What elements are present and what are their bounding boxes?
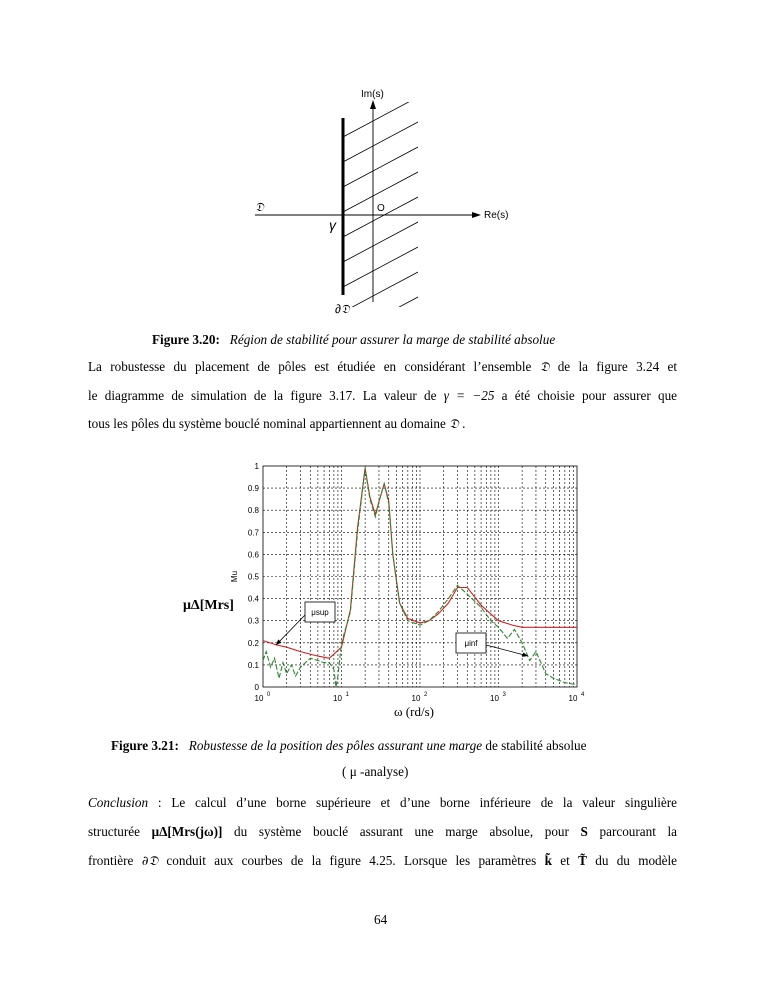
boundary-label: ∂𝔇 — [335, 302, 350, 316]
y-tick-label: 1 — [254, 462, 259, 471]
k-tilde-symbol: k̃ — [544, 853, 552, 868]
mu-delta-mrs-label: μΔ[Mrs] — [183, 598, 234, 613]
y-tick-label: 0.8 — [247, 506, 259, 516]
caption-number: Figure 3.21: — [111, 738, 179, 753]
caption-text: Région de stabilité pour assurer la marge de stabilité absolue — [229, 332, 556, 347]
caption-text-2: de stabilité absolue — [485, 738, 587, 753]
caption-number: Figure 3.20: — [152, 332, 220, 347]
y-tick-label: 0.2 — [247, 638, 259, 648]
re-axis-label: Re(s) — [484, 210, 509, 221]
y-tick-label: 0 — [254, 683, 259, 692]
x-tick-label: 10 — [333, 694, 342, 703]
region-d-label: 𝔇 — [255, 200, 264, 214]
figure-3-21-caption-line2: ( μ -analyse) — [342, 764, 409, 779]
mu-inf-annotation-label: μinf — [464, 639, 478, 648]
paragraph-1: La robustesse du placement de pôles est étudiée en considérant l’ensemble 𝔇 de la figure 3.24 et le diagramme de simulation de la figure 3.17. La valeur de γ = −25 a été choisie pour assurer que tous les pôles du système bouclé nominal appartiennent au domaine 𝔇 . — [88, 359, 678, 432]
x-tick-exponent: 1 — [345, 692, 349, 698]
y-tick-label: 0.4 — [247, 594, 259, 604]
chart-x-axis-label: ω (rd/s) — [394, 704, 434, 719]
x-tick-label: 10 — [254, 694, 264, 703]
mu-delta-expression: μΔ[Mrs(jω)] — [151, 824, 223, 839]
y-tick-label: 0.3 — [247, 616, 259, 626]
t-tilde-symbol: T̃ — [578, 853, 587, 868]
figure-3-21-caption — [111, 738, 586, 754]
s-symbol: S — [580, 824, 588, 839]
x-tick-exponent: 4 — [581, 692, 585, 698]
y-tick-label: 0.5 — [247, 572, 259, 582]
mu-sup-annotation-label: μsup — [311, 608, 329, 617]
gamma-label: γ — [329, 217, 336, 233]
gamma-value: γ = −25 — [443, 388, 495, 403]
boundary-symbol: ∂𝔇 — [141, 854, 159, 869]
caption-text: Robustesse de la position des pôles assurant une marge — [188, 738, 483, 753]
x-tick-label: 10 — [411, 694, 421, 703]
y-tick-label: 0.9 — [247, 484, 259, 494]
y-tick-label: 0.6 — [247, 550, 259, 560]
x-tick-label: 10 — [490, 694, 499, 703]
paragraph-conclusion: Conclusion : Le calcul d’une borne supérieure et d’une borne inférieure de la valeur singulière structurée μΔ[Mrs(jω)] du système bouclé assurant une marge absolue, pour S parcourant la frontière ∂𝔇 conduit aux courbes de la figure 4.25. Lorsque les paramètres k̃ et T̃ du du modèle — [88, 795, 678, 869]
origin-label: O — [377, 203, 385, 214]
domain-d-symbol: 𝔇 — [539, 360, 550, 375]
domain-d-symbol: 𝔇 — [449, 417, 459, 432]
conclusion-label: Conclusion — [88, 795, 149, 810]
y-tick-label: 0.1 — [247, 660, 259, 670]
page-number: 64 — [374, 912, 388, 927]
x-tick-exponent: 2 — [424, 692, 428, 698]
x-tick-exponent: 3 — [502, 692, 506, 698]
x-tick-label: 10 — [568, 694, 578, 703]
x-tick-exponent: 0 — [267, 692, 271, 698]
y-axis-label: Mu — [230, 570, 239, 583]
im-axis-label: Im(s) — [361, 89, 384, 100]
y-tick-label: 0.7 — [247, 528, 259, 538]
